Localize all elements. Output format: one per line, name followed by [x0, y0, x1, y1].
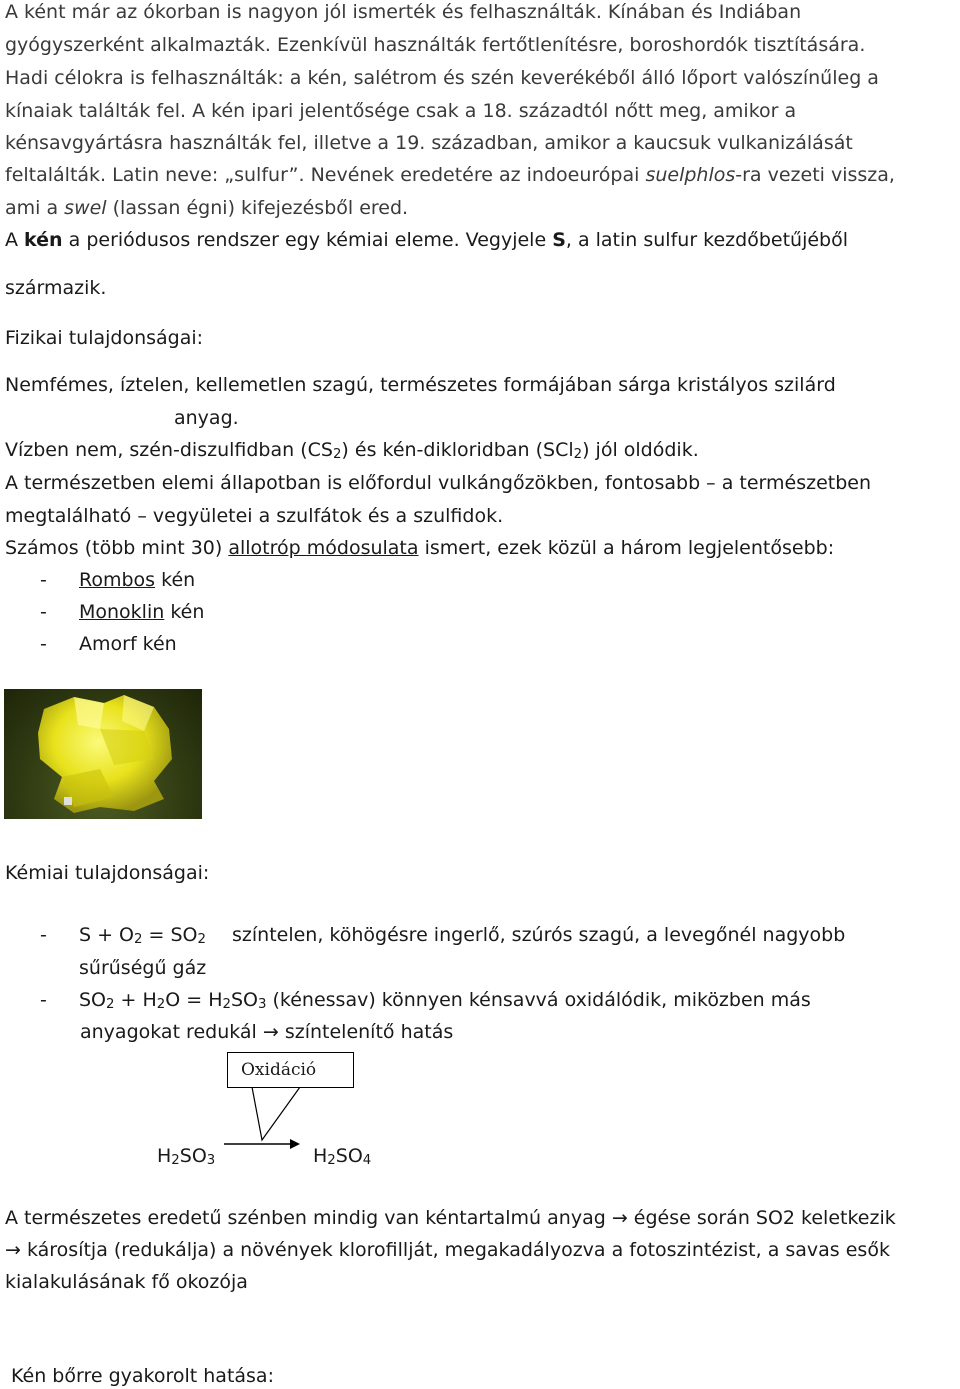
product-sub2: 4	[362, 1152, 372, 1168]
reaction-2-sub4: 3	[257, 996, 267, 1012]
intro-line-4: kínaiak találták fel. A kén ipari jelentősége csak a 18. századtól nőtt meg, amikor a	[5, 100, 797, 122]
list-item-rest: kén	[164, 601, 205, 623]
list-item-rest: kén	[155, 569, 196, 591]
reaction-1-dash: -	[40, 924, 47, 946]
intro-line-8-c: , a latin sulfur kezdőbetűjéből	[565, 229, 849, 251]
oxidation-product	[313, 1144, 371, 1173]
reaction-2-sub2: 2	[156, 996, 166, 1012]
closing-line-2: → károsítja (redukálja) a növények klorofillját, megakadályozva a fotoszintézist, a savas esők	[5, 1239, 890, 1261]
reaction-2-d: SO	[230, 989, 258, 1011]
intro-line-3: Hadi célokra is felhasználták: a kén, salétrom és szén keverékéből álló lőport valószínűleg a	[5, 67, 879, 89]
physical-p1b: anyag.	[174, 407, 239, 429]
physical-p2-sub2: 2	[573, 446, 583, 462]
physical-p2-a: Vízben nem, szén-diszulfidban (CS	[5, 439, 333, 461]
reaction-2-dash: -	[40, 989, 47, 1011]
reaction-2-b: + H	[114, 989, 157, 1011]
closing-line-3: kialakulásának fő okozója	[5, 1271, 248, 1293]
physical-heading: Fizikai tulajdonságai:	[5, 327, 204, 349]
reaction-2-e: (kénessav) könnyen kénsavvá oxidálódik, miközben más	[266, 989, 811, 1011]
reaction-2-a: SO	[79, 989, 107, 1011]
skin-heading: Kén bőrre gyakorolt hatása:	[11, 1365, 274, 1387]
product-sub1: 2	[327, 1152, 336, 1168]
product-so: SO	[335, 1145, 363, 1167]
reaction-1-eq-b: = SO	[142, 924, 198, 946]
reactant-sub2: 3	[206, 1152, 216, 1168]
intro-line-6-text: feltalálták. Latin neve: „sulfur”. Nevének eredetére az indoeurópai	[5, 164, 640, 186]
list-dash: -	[40, 633, 47, 655]
intro-symbol: S	[552, 229, 566, 251]
physical-p2-sub1: 2	[332, 446, 342, 462]
product-h: H	[313, 1145, 328, 1167]
reactant-sub1: 2	[171, 1152, 180, 1168]
intro-line-8-b: a periódusos rendszer egy kémiai eleme. Vegyjele	[68, 229, 547, 251]
list-dash: -	[40, 601, 47, 623]
intro-line-5: kénsavgyártásra használták fel, illetve a 19. században, amikor a kaucsuk vulkanizálását	[5, 132, 853, 154]
oxidation-label-box: Oxidáció	[227, 1052, 354, 1088]
reaction-2-sub1: 2	[106, 996, 115, 1012]
physical-p3b: megtalálható – vegyületei a szulfátok és a szulfidok.	[5, 505, 504, 527]
reaction-1-description-2: sűrűségű gáz	[79, 957, 207, 979]
physical-p1: Nemfémes, íztelen, kellemetlen szagú, természetes formájában sárga kristályos szilárd	[5, 374, 836, 396]
list-dash: -	[40, 569, 47, 591]
chemical-heading: Kémiai tulajdonságai:	[5, 862, 210, 884]
list-item-rest: Amorf kén	[79, 633, 177, 655]
reaction-2-c: O = H	[165, 989, 223, 1011]
reaction-1-sub2: 2	[197, 931, 206, 947]
intro-line-8-a: A	[5, 229, 18, 251]
reaction-2-line-2: anyagokat redukál → színtelenítő hatás	[80, 1021, 454, 1043]
physical-p4-a: Számos (több mint 30)	[5, 537, 223, 559]
monoklin-link[interactable]: Monoklin	[79, 601, 165, 623]
reaction-1-eq-a: S + O	[79, 924, 135, 946]
reactant-h: H	[157, 1145, 172, 1167]
intro-line-9: származik.	[5, 277, 107, 299]
intro-line-1: A ként már az ókorban is nagyon jól ismerték és felhasználták. Kínában és Indiában	[5, 1, 802, 23]
physical-p4-b: ismert, ezek közül a három legjelentősebb:	[424, 537, 835, 559]
closing-line-1: A természetes eredetű szénben mindig van kéntartalmú anyag → égése során SO2 keletkezik	[5, 1207, 896, 1229]
allotrope-link[interactable]: allotróp módosulata	[228, 537, 419, 559]
intro-suelphlos: suelphlos	[645, 164, 736, 186]
intro-swel: swel	[64, 197, 107, 219]
intro-line-6-tail: -ra vezeti vissza,	[735, 164, 895, 186]
physical-p2-b: ) és kén-dikloridban (SCl	[341, 439, 574, 461]
intro-ken-bold: kén	[24, 229, 63, 251]
intro-line-2: gyógyszerként alkalmazták. Ezenkívül használták fertőtlenítésre, boroshordók tisztítására.	[5, 34, 866, 56]
reaction-1-description: színtelen, köhögésre ingerlő, szúrós szagú, a levegőnél nagyobb	[232, 924, 846, 946]
oxidation-reactant	[157, 1144, 215, 1173]
physical-p2-c: ) jól oldódik.	[582, 439, 699, 461]
reaction-2-sub3: 2	[222, 996, 231, 1012]
reaction-1-sub1: 2	[134, 931, 143, 947]
rombos-link[interactable]: Rombos	[79, 569, 156, 591]
intro-line-7-b: (lassan égni) kifejezésből ered.	[112, 197, 409, 219]
intro-line-7-a: ami a	[5, 197, 59, 219]
reactant-so: SO	[179, 1145, 207, 1167]
physical-p3: A természetben elemi állapotban is előfordul vulkángőzökben, fontosabb – a természetben	[5, 472, 872, 494]
